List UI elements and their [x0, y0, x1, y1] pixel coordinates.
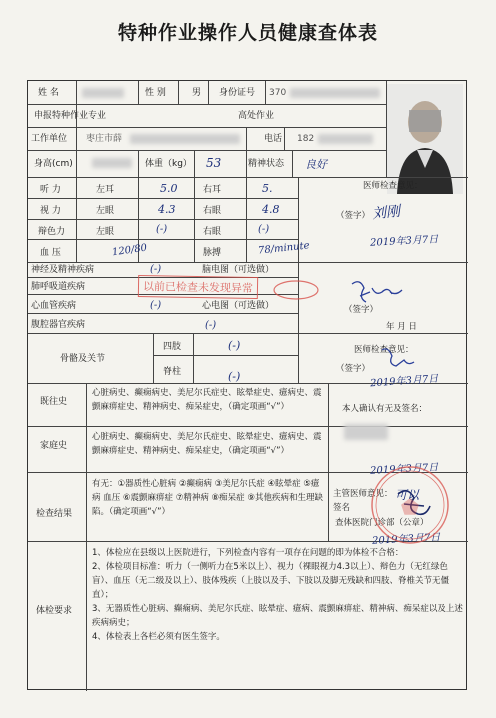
date-2: 年 月 日: [386, 322, 417, 332]
limbs-label: 四肢: [163, 342, 182, 352]
id-value: 370: [269, 88, 287, 98]
past-history-label: 既往史: [40, 397, 68, 407]
self-confirm-label: 本人确认有无及签名：: [342, 404, 428, 414]
hearing-right-value: 5.: [262, 182, 273, 195]
sign-2-label: （签字）: [344, 305, 379, 315]
red-circle-mark: [274, 281, 318, 299]
doctor-2-signature: [352, 282, 402, 302]
ecg-label: 心电图（可选做）: [202, 301, 275, 311]
vision-left-label: 左眼: [96, 206, 115, 216]
eeg-label: 脑电图（可选做）: [202, 265, 275, 275]
blood-label: 血 压: [40, 248, 61, 258]
sign-1-label: （签字）: [336, 211, 371, 221]
category-label: 申报特种作业专业: [34, 111, 107, 121]
opinion-3-label: 医师检查意见：: [354, 345, 414, 355]
blood-value: 120/80: [111, 242, 148, 259]
chief-opinion-label: 主管医师意见：: [333, 489, 393, 499]
hearing-left-value: 5.0: [160, 182, 178, 195]
disease-value-3: (-): [205, 320, 217, 331]
opinion-1-label: 医师检查意见：: [363, 181, 423, 191]
vision-right-value: 4.8: [262, 203, 280, 216]
red-check-stamp: 以前已检查未发现异常: [138, 275, 258, 299]
color-left-value: (-): [156, 224, 168, 235]
doctor-1-signature: 刘刚: [371, 203, 401, 223]
workplace-label: 工作单位: [31, 134, 68, 144]
limbs-value: (-): [228, 339, 241, 352]
gender-value: 男: [192, 88, 202, 98]
pulse-value: 78/minute: [257, 240, 311, 257]
requirement-3: 3、无器质性心脏病、癫痫病、美尼尔氏症、眩晕症、癔病、震颤麻痹症、精神病、痴呆症以及上述疾病病史；: [92, 604, 463, 628]
date-1: 2019年3月7日: [369, 234, 439, 249]
result-text: 有无：①器质性心脏病 ②癫痫病 ③美尼尔氏症 ④眩晕症 ⑤癔病 血压 ⑥震颤麻痹症 ⑦精神病 ⑧痴呆症 ⑨其他疾病和生理缺陷。（确定项画“√”）: [92, 479, 323, 517]
date-5: 2019年3月7日: [371, 532, 441, 547]
color-vision-label: 辩色力: [38, 227, 66, 237]
weight-value: 53: [206, 156, 222, 170]
result-label: 检查结果: [36, 509, 73, 519]
chief-yes: 可以: [395, 488, 420, 502]
hospital-round-seal-icon: [372, 467, 448, 543]
cardio-label: 心血管疾病: [31, 301, 77, 311]
hearing-left-label: 左耳: [96, 185, 115, 195]
height-label: 身高(cm): [34, 159, 73, 169]
neuro-label: 神经及精神疾病: [31, 265, 95, 275]
spine-value: (-): [228, 370, 241, 383]
abdomen-label: 腹腔器官疾病: [31, 320, 86, 330]
vision-left-value: 4.3: [158, 203, 176, 216]
hospital-seal-label: 查体医院门诊部（公章）: [335, 518, 429, 528]
document-title: 特种作业操作人员健康查体表: [117, 22, 378, 44]
resp-label: 肺呼吸道疾病: [31, 282, 86, 292]
category-value: 高处作业: [238, 111, 275, 121]
requirement-2: 2、体检项目标准：听力（一侧听力在5米以上）、视力（裸眼视力4.3以上）、辩色力（无红绿色盲）、血压（无二级及以上）、肢体残疾（上肢以及手、下肢以及脚无残缺和四肢、脊椎关节无僵直）；: [92, 562, 450, 600]
pulse-label: 脉搏: [203, 248, 222, 258]
requirement-4: 4、体检表上各栏必须有医生签字。: [92, 632, 225, 642]
id-label: 身份证号: [219, 88, 256, 98]
past-history-text: 心脏病史、癫痫病史、美尼尔氏症史、眩晕症史、癔病史、震颤麻痹症史、精神病史、痴呆症史，（确定项画“√”）: [92, 388, 322, 412]
hearing-label: 听 力: [40, 185, 61, 195]
workplace-value: 枣庄市薛: [86, 134, 123, 144]
vision-right-label: 右眼: [203, 206, 222, 216]
requirement-1: 1、体检应在县级以上医院进行，下列检查内容有一项存在问题的即为体检不合格：: [92, 548, 404, 558]
spine-label: 脊柱: [163, 367, 182, 377]
disease-value-2: (-): [150, 300, 162, 311]
color-left-label: 左眼: [96, 227, 115, 237]
date-4: 2019年3月7日: [369, 462, 439, 477]
name-label: 姓 名: [38, 88, 59, 98]
chief-sign-label: 签名: [333, 503, 351, 513]
phone-value: 182: [297, 134, 315, 144]
bones-label: 骨骼及关节: [60, 354, 106, 364]
phone-label: 电话: [264, 134, 283, 144]
requirements-label: 体检要求: [36, 606, 73, 616]
sign-3-label: （签字）: [336, 364, 371, 374]
doctor-3-signature: [382, 349, 414, 366]
family-history-label: 家庭史: [40, 441, 68, 451]
weight-label: 体重（kg）: [145, 159, 192, 169]
mental-label: 精神状态: [248, 159, 285, 169]
disease-value-1: (-): [150, 264, 162, 275]
vision-label: 视 力: [40, 206, 61, 216]
gender-label: 性 别: [145, 88, 166, 98]
mental-value: 良好: [305, 158, 327, 171]
color-right-label: 右眼: [203, 227, 222, 237]
color-right-value: (-): [258, 224, 270, 235]
hearing-right-label: 右耳: [203, 185, 222, 195]
family-history-text: 心脏病史、癫痫病史、美尼尔氏症史、眩晕症史、癔病史、震颤麻痹症史、精神病史、痴呆症史，（确定项画“√”）: [92, 432, 322, 456]
date-3: 2019年3月7日: [369, 373, 439, 390]
